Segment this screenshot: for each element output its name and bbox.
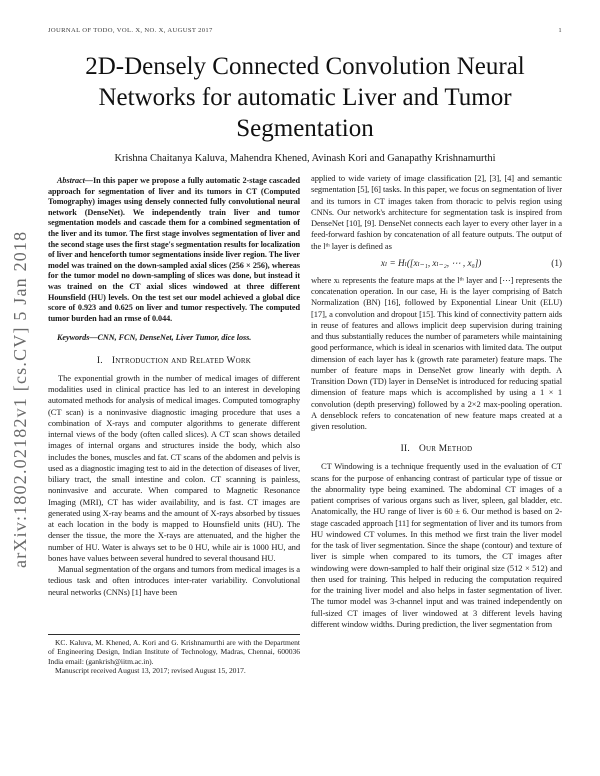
abstract-label: Abstract— xyxy=(57,176,93,185)
paper-title: 2D-Densely Connected Convolution Neural Networks for automatic Liver and Tumor Segmentation xyxy=(85,53,525,142)
section-heading-our-method xyxy=(311,444,562,454)
equation-body: xₗ = Hₗ([xₗ₋₁, xₗ₋₂, ⋯ , x₀]) xyxy=(380,257,482,268)
section-number: II. xyxy=(400,444,410,455)
keywords-label: Keywords— xyxy=(57,333,98,343)
right-column xyxy=(311,173,562,713)
densenet-paragraph: where xₗ represents the feature maps at the lᵗʰ layer and [⋯] represents the concatenation operation. In our case, Hₗ is the layer comprising of Batch Normalization (BN) [16], followed by Exponential Linear Unit (ELU) [17], a convolution and dropout [15]. This kind of connectivity pattern aids in reuse of features and allows implicit deep supervision during training and thus substantially reduces the number of parameters while maintaining good performance, which is ideal in scenarios with limited data. The output dimension of each layer has k (growth rate parameter) feature maps. The number of feature maps in DenseNet grow linearly with depth. A Transition Down (TD) layer in DenseNet is introduced for reducing spatial dimension of feature maps which is accomplished by using a 1 × 1 convolution (depth preserving) followed by a 2×2 max-pooling operation. A denseblock refers to concatenation of new feature maps created at a given resolution. xyxy=(311,274,562,431)
journal-line: JOURNAL OF TODO, VOL. X, NO. X, AUGUST 2017 xyxy=(48,27,213,34)
running-header xyxy=(48,27,562,34)
keywords-line xyxy=(48,333,300,344)
section-title: Introduction and Related Work xyxy=(111,355,252,366)
left-column xyxy=(48,173,300,633)
intro-paragraph-2: Manual segmentation of the organs and tumors from medical images is a tedious task and often introduces inter-rater variability. Convolutional neural networks (CNNs) [1] have been xyxy=(48,564,300,597)
manuscript-note: Manuscript received August 13, 2017; revised August 15, 2017. xyxy=(55,666,246,676)
abstract-paragraph xyxy=(48,176,300,324)
related-work-paragraph: applied to wide variety of image classification [2], [3], [4] and semantic segmentation [5], [6] tasks. In this paper, we focus on segmentation of liver and its tumors in CT images taken from thoracic to pelvis region using CNNs. Our network's architecture for segmentation task is inspired from DenseNet [10], [9]. DenseNet connects each layer to every other layer in a feed-forward fashion by concatenation of all feature outputs. The output of the lᵗʰ layer is defined as xyxy=(311,173,562,251)
arxiv-stamp: arXiv:1802.02182v1 [cs.CV] 5 Jan 2018 xyxy=(10,230,30,568)
affiliation-note: KC. Kaluva, M. Khened, A. Kori and G. Krishnamurthi are with the Department of Engineering Design, Indian Institute of Technology, Madras, Chennai, 600036 India email: (gankrish@iitm.ac.in). xyxy=(48,638,300,666)
method-paragraph: CT Windowing is a technique frequently used in the evaluation of CT scans for the purpose of enhancing contrast of particular type of tissue or the abnormality type being examined. The abdominal CT images of a patient comprises of various organs such as liver, spleen, gal bladder, etc. Anatomically, the HU range of liver is 60 ± 6. Our method is based on 2-stage cascaded approach [11] for segmentation of liver and its tumors from HU windowed CT volumes. In this method we first train the liver model for the task of liver segmentation. Since the shape (contour) and texture of liver is simple when compared to its tumors, the CT images after windowing were down-sampled to half their original size (512 × 512) and then used for training. This helped in reducing the computation required for the training liver model and also helps in faster segmentation of liver. The tumor model was 3-channel input and was trained independently on full-sized CT images of liver windowed at 3 different levels having different window widths. During prediction, the liver segmentation from xyxy=(311,461,562,629)
intro-paragraph-1: The exponential growth in the number of medical images of different modalities used in clinical practice has led to an interest in developing automated methods for analysis of medical images. Computed tomography (CT scan) is a noninvasive diagnostic imaging procedure that uses a combination of X-rays and computer algorithms to generate different internal views of the body (often called slices). A CT scan shows detailed images of internal organs and structures inside the body, which also includes the bones, muscles and fat. CT scans of the abdomen and pelvis is used as a diagnostic imaging test to aid in the detection of diseases of liver, biliary tract, the small intestine and colon. CT scanning is painless, noninvasive and accurate. When compared to Magnetic Resonance Imaging (MRI), CT has wider availability, and is fast. CT images are generated using X-ray beams and the amount of X-rays absorbed by tissues at each location in the body is mapped to Hounsfield units (HU). The denser the tissue, the more the X-rays are attenuated, and the higher the number of HU. Water is always set to be 0 HU, while air is 1000 HU, and bones have values between several hundred to several thousand HU. xyxy=(48,372,300,563)
authors-line: Krishna Chaitanya Kaluva, Mahendra Khened, Avinash Kori and Ganapathy Krishnamurthi xyxy=(114,153,496,164)
section-heading-introduction xyxy=(48,356,300,366)
section-number: I. xyxy=(96,355,103,366)
keywords-text: CNN, FCN, DenseNet, Liver Tumor, dice loss. xyxy=(97,333,252,343)
footnote xyxy=(48,634,300,676)
section-title: Our Method xyxy=(418,444,473,455)
page-number: 1 xyxy=(558,27,562,34)
abstract-text: In this paper we propose a fully automatic 2-stage cascaded approach for segmentation of liver and its tumors in CT (Computed Tomography) images using densely connected fully convolutional neural network (DenseNet). We independently train liver and tumor segmentation models and cascade them for a combined segmentation of the liver and its tumor. The first stage involves segmentation of liver and the second stage uses the first stage's segmentation results for localization of liver and henceforth tumor segmentations inside liver region. The liver model was trained on the down-sampled axial slices (256 × 256), whereas for the tumor model no down-sampling of slices was done, but instead it was trained on the CT axial slices windowed at three different Hounsfield (HU) levels. On the test set our model achieved a global dice score of 0.923 and 0.625 on liver and tumor respectively. The computed tumor burden had an rmse of 0.044. xyxy=(48,176,300,323)
equation-number: (1) xyxy=(551,258,562,269)
equation-1 xyxy=(311,258,562,269)
